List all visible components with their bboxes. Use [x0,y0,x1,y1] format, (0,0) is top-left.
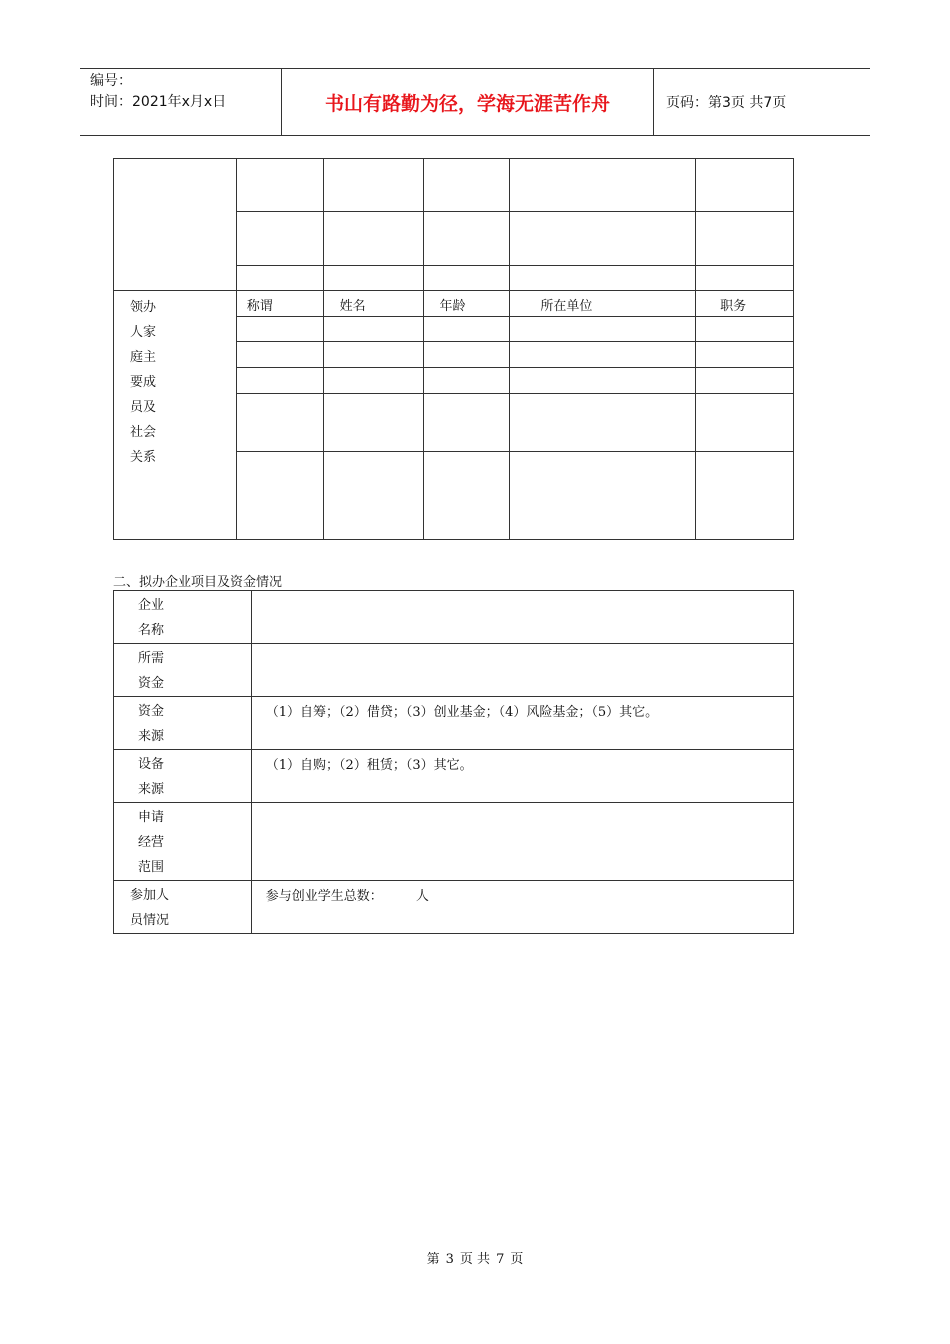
funds-source-field[interactable]: （1）自筹；（2）借贷；（3）创业基金；（4）风险基金；（5）其它。 [251,697,793,750]
page-footer [0,1248,950,1267]
table-cell[interactable] [323,159,423,212]
label-line: 庭主 [130,350,157,365]
label-line: 企业 [138,598,165,613]
footer-total-pages: 7 [496,1252,505,1267]
table-cell[interactable] [236,452,323,540]
header-page-label: 页码：第3页 共7页 [666,95,787,111]
label-line: 名称 [138,623,165,638]
footer-prefix: 第 [426,1252,440,1267]
footer-page-number: 3 [445,1252,454,1267]
row-label [114,803,252,881]
project-table [113,590,794,934]
label-line: 设备 [138,757,165,772]
table-cell[interactable] [696,452,794,540]
label-line: 资金 [138,676,165,691]
table-cell[interactable] [696,212,794,266]
table-cell[interactable] [323,342,423,368]
header-meta [80,69,282,135]
table-cell[interactable] [423,266,510,291]
table-cell[interactable] [696,342,794,368]
table-cell[interactable] [323,368,423,394]
label-line: 经营 [138,835,165,850]
label-line: 要成 [130,375,157,390]
table-cell[interactable] [510,317,696,342]
table-cell[interactable] [323,452,423,540]
table-cell[interactable] [423,452,510,540]
row-label [114,591,252,644]
table-cell[interactable] [510,266,696,291]
table-cell[interactable] [423,342,510,368]
table-cell[interactable] [510,212,696,266]
footer-suffix: 页 [510,1252,524,1267]
table-cell[interactable] [323,212,423,266]
table-cell[interactable] [510,342,696,368]
header-name: 姓名 [323,291,423,317]
table-cell[interactable] [423,317,510,342]
table-cell[interactable] [423,368,510,394]
header-position: 职务 [696,291,794,317]
row-label [114,644,252,697]
table-cell[interactable] [510,394,696,452]
row-label [114,697,252,750]
label-line: 来源 [138,729,165,744]
table-cell[interactable] [510,368,696,394]
header-age: 年龄 [423,291,510,317]
table-cell[interactable] [323,317,423,342]
table-cell[interactable] [236,317,323,342]
table-cell[interactable] [323,394,423,452]
label-line: 申请 [138,810,165,825]
family-table [113,158,794,540]
blank-label-cell [114,159,237,291]
table-cell[interactable] [236,368,323,394]
table-cell[interactable] [510,452,696,540]
page-header [80,68,870,136]
table-cell[interactable] [236,394,323,452]
table-cell[interactable] [236,342,323,368]
label-line: 人家 [130,325,157,340]
table-cell[interactable] [696,317,794,342]
table-cell[interactable] [323,266,423,291]
label-line: 领办 [130,300,157,315]
label-line: 所需 [138,651,165,666]
label-line: 资金 [138,704,165,719]
equipment-source-field[interactable]: （1）自购；（2）租赁；（3）其它。 [251,750,793,803]
number-label: 编号： [90,73,132,89]
participants-field[interactable]: 参与创业学生总数： 人 [251,881,793,934]
table-cell[interactable] [423,394,510,452]
footer-mid: 页 共 [459,1252,491,1267]
row-label [114,881,252,934]
label-line: 范围 [138,860,165,875]
family-label [114,291,237,540]
label-line: 员情况 [130,913,170,928]
label-line: 关系 [130,450,157,465]
table-cell[interactable] [696,266,794,291]
header-motto: 书山有路勤为径，学海无涯苦作舟 [282,69,654,135]
row-label [114,750,252,803]
header-relation: 称谓 [236,291,323,317]
table-cell[interactable] [236,159,323,212]
table-cell[interactable] [696,368,794,394]
table-cell[interactable] [696,394,794,452]
table-cell[interactable] [510,159,696,212]
header-workplace: 所在单位 [510,291,696,317]
table-cell[interactable] [236,212,323,266]
label-line: 员及 [130,400,157,415]
table-cell[interactable] [696,159,794,212]
time-label: 时间：2021年x月x日 [90,94,227,110]
required-funds-field[interactable] [251,644,793,697]
label-line: 社会 [130,425,157,440]
table-cell[interactable] [423,159,510,212]
table-cell[interactable] [423,212,510,266]
business-scope-field[interactable] [251,803,793,881]
label-line: 来源 [138,782,165,797]
label-line: 参加人 [130,888,170,903]
table-cell[interactable] [236,266,323,291]
company-name-field[interactable] [251,591,793,644]
section2-title: 二、拟办企业项目及资金情况 [113,575,283,590]
